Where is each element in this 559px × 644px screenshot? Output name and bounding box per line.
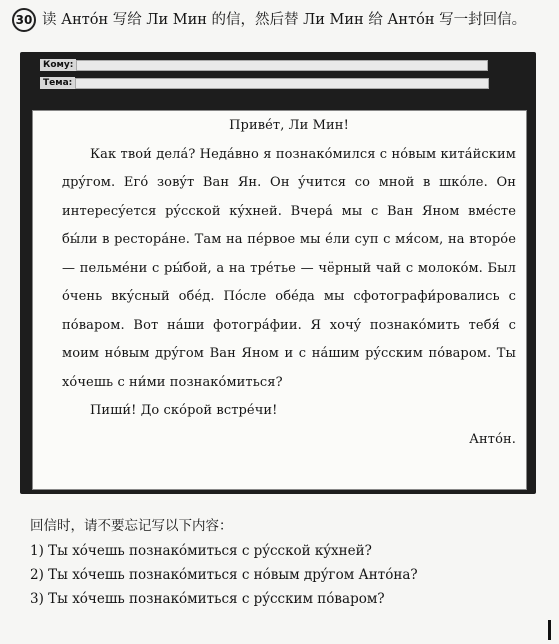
task-instruction: 读 Антóн 写给 Ли Мин 的信，然后替 Ли Мин 给 Антóн 写一封回信。 (42, 12, 527, 28)
subject-label: Тема: (40, 77, 75, 89)
reminder-item: 3) Ты хóчешь познакóмиться с рýсским пóваром? (30, 591, 385, 607)
letter-signature: Антóн. (469, 431, 516, 447)
letter-content (62, 112, 516, 454)
to-label: Кому: (40, 59, 76, 71)
task-number-badge: 30 (12, 8, 36, 32)
reminder-item: 1) Ты хóчешь познакóмиться с рýсской кýхней? (30, 543, 372, 559)
reminder-section (30, 514, 550, 611)
letter-body: Как твои́ делá? Недáвно я познакóмился с нóвым китáйским дрýгом. Егó зовýт Ван Ян. Он ýчится со мной в шкóле. Он интересýется рýсской кýхней. Вчерá мы с Ван Яном вмéсте бы́ли в рестoрáне. Там на пéрвое мы éли суп с мя́сом, на вторóе — пельмéни с ры́бой, а на трéтье — чёрный чай с молокóм. Был óчень вкýсный обéд. Пóсле обéда мы сфотографи́ровались с пóваром. Вот нáши фотогрáфии. Я хочý познакóмить тебя́ с моим нóвым дрýгом Ван Яном и с нáшим рýсским пóваром. Ты хóчешь с ни́ми познакóмиться? (62, 146, 516, 390)
page-edge-mark (548, 620, 551, 640)
to-field-row (40, 58, 488, 72)
letter-closing: Пиши́! До скóрой встрéчи! (90, 403, 278, 418)
to-input[interactable] (76, 60, 488, 71)
reminder-item: 2) Ты хóчешь познакóмиться с нóвым дрýгом Антóна? (30, 567, 418, 583)
subject-input[interactable] (75, 78, 489, 89)
letter-greeting: Привéт, Ли Мин! (229, 118, 349, 133)
reminder-title: 回信时，请不要忘记写以下内容： (30, 518, 233, 534)
subject-field-row (40, 76, 489, 90)
task-header (12, 8, 547, 32)
